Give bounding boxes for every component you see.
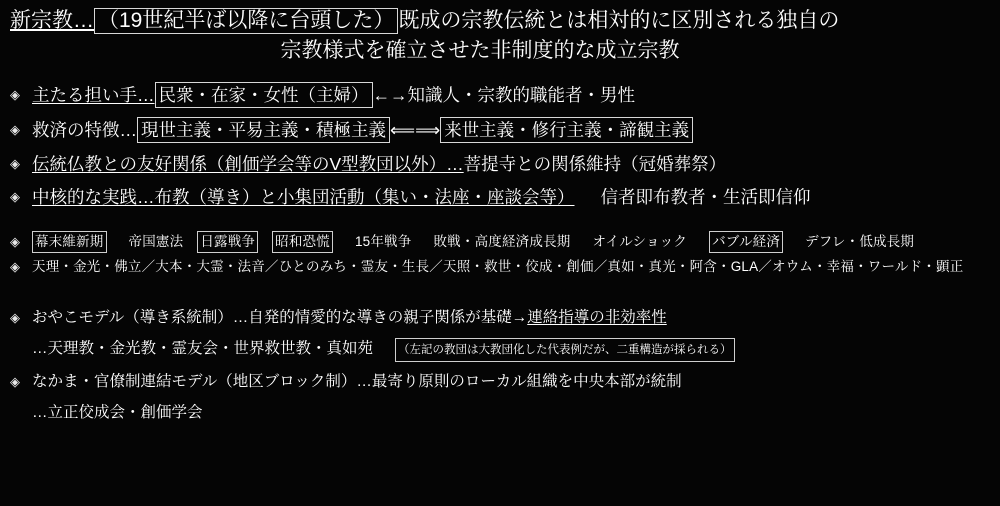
list-item bbox=[10, 371, 990, 393]
diamond-bullet-icon: ◈ bbox=[10, 156, 20, 171]
point-2-boxed-2: 来世主義・修行主義・諦観主義 bbox=[440, 117, 693, 143]
group-timeline bbox=[10, 231, 990, 277]
era-item-4: 昭和恐慌 bbox=[272, 231, 333, 253]
era-item-6: 敗戦・高度経済成長期 bbox=[433, 234, 571, 249]
model-1-text-a: おやこモデル（導き系統制）…自発的情愛的な導きの親子関係が基礎 bbox=[32, 309, 512, 326]
group-models bbox=[10, 307, 990, 424]
model-1-examples bbox=[32, 338, 735, 362]
list-item bbox=[10, 82, 990, 108]
title-term: 新宗教… bbox=[10, 9, 94, 32]
list-item bbox=[10, 152, 990, 176]
point-1-boxed: 民衆・在家・女性（主婦） bbox=[155, 82, 373, 108]
diamond-bullet-icon: ◈ bbox=[10, 189, 20, 204]
era-item-9: デフレ・低成長期 bbox=[805, 234, 915, 249]
era-item-5: 15年戦争 bbox=[354, 234, 412, 249]
point-3-content bbox=[32, 152, 990, 176]
diamond-bullet-icon: ◈ bbox=[10, 374, 20, 389]
sects-row bbox=[10, 257, 990, 277]
model-2-examples: …立正佼成会・創価学会 bbox=[32, 404, 203, 421]
point-1-content bbox=[32, 82, 990, 108]
era-item-7: オイルショック bbox=[592, 234, 688, 249]
point-2-arrow: ⟸⟹ bbox=[390, 120, 441, 140]
diamond-bullet-icon: ◈ bbox=[10, 87, 20, 102]
model-1-note: （左記の教団は大教団化した代表例だが、二重構造が採られる） bbox=[395, 338, 735, 362]
list-item bbox=[10, 185, 990, 209]
diamond-bullet-icon: ◈ bbox=[10, 310, 20, 325]
point-4-label: 中核的な実践…布教（導き）と小集団活動（集い・法座・座談会等） bbox=[32, 187, 575, 207]
sects-line: 天理・金光・佛立／大本・大霊・法音／ひとのみち・霊友・生長／天照・救世・佼成・創価／真如・真光・阿含・GLA／オウム・幸福・ワールド・顕正 bbox=[32, 259, 964, 274]
point-1-label: 主たる担い手… bbox=[32, 85, 155, 105]
era-item-3: 日露戦争 bbox=[197, 231, 258, 253]
point-3-label: 伝統仏教との友好関係（創価学会等のV型教団以外）… bbox=[32, 154, 464, 174]
point-4-content bbox=[32, 185, 990, 209]
point-2-boxed: 現世主義・平易主義・積極主義 bbox=[137, 117, 390, 143]
diamond-bullet-icon: ◈ bbox=[10, 234, 20, 249]
list-item bbox=[10, 402, 990, 424]
model-2-content: なかま・官僚制連結モデル（地区ブロック制）…最寄り原則のローカル組織を中央本部が統制 bbox=[32, 373, 682, 390]
list-item bbox=[10, 117, 990, 143]
point-1-rest: 知識人・宗教的職能者・男性 bbox=[407, 85, 635, 105]
group-main-points bbox=[10, 82, 990, 209]
point-3-rest: 菩提寺との関係維持（冠婚葬祭） bbox=[463, 154, 727, 174]
era-item-1: 幕末維新期 bbox=[32, 231, 107, 253]
point-2-label: 救済の特徴… bbox=[32, 120, 137, 140]
title-line-1 bbox=[10, 6, 990, 36]
era-item-2: 帝国憲法 bbox=[128, 234, 184, 249]
title-line1-rest: 既成の宗教伝統とは相対的に区別される独自の bbox=[398, 9, 840, 32]
model-1-example-text: …天理教・金光教・霊友会・世界救世教・真如苑 bbox=[32, 340, 374, 357]
diamond-bullet-icon: ◈ bbox=[10, 122, 20, 137]
model-1-arrow: → bbox=[511, 309, 528, 326]
era-list bbox=[32, 231, 914, 253]
point-1-arrow: ←→ bbox=[372, 85, 408, 105]
list-item bbox=[10, 307, 990, 329]
diamond-bullet-icon: ◈ bbox=[10, 259, 20, 274]
era-item-8: バブル経済 bbox=[709, 231, 783, 253]
timeline-row bbox=[10, 231, 990, 253]
title-boxed-clause: （19世紀半ば以降に台頭した） bbox=[94, 8, 398, 34]
point-4-rest: 信者即布教者・生活即信仰 bbox=[600, 187, 811, 207]
model-1-text-b: 連絡指導の非効率性 bbox=[527, 309, 667, 326]
list-item bbox=[10, 338, 990, 362]
title-line-2: 宗教様式を確立させた非制度的な成立宗教 bbox=[280, 39, 680, 62]
model-1-content bbox=[32, 307, 667, 329]
point-2-content bbox=[32, 117, 990, 143]
title-block bbox=[10, 6, 990, 66]
